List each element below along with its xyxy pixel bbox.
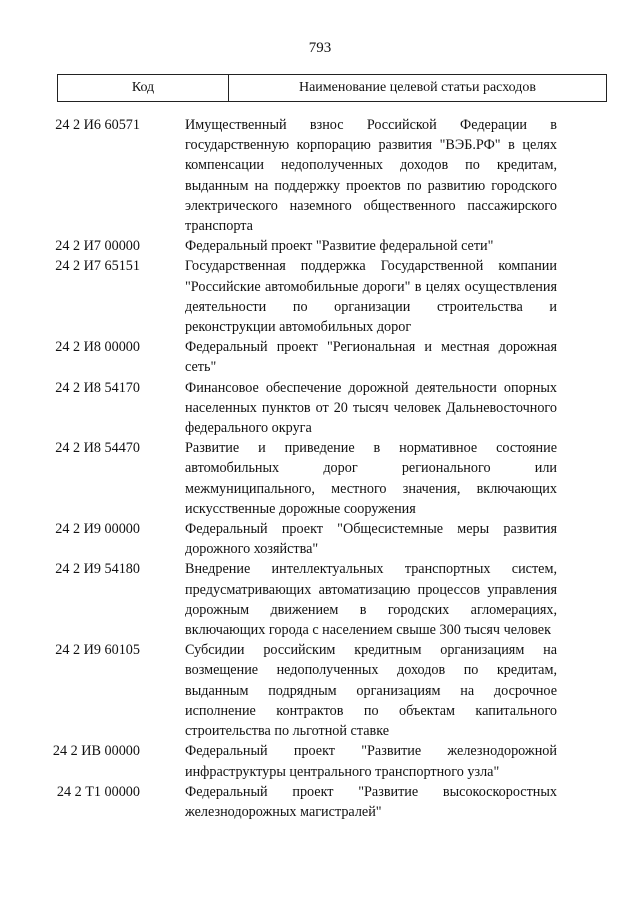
page-number: 793 <box>308 40 332 56</box>
row-text: Развитие и приведение в нормативное состояние автомобильных дорог регионального или межмуниципального, местного значения, включающих искусственные дорожные сооружения <box>185 440 557 517</box>
row-text: Федеральный проект "Региональная и местная дорожная сеть" <box>185 339 557 376</box>
row-code: 24 2 И8 54470 <box>55 440 140 457</box>
table-row <box>0 115 640 236</box>
row-text: Финансовое обеспечение дорожной деятельности опорных населенных пунктов от 20 тысяч человек Дальневосточного федерального округа <box>185 379 557 437</box>
row-code: 24 2 Т1 00000 <box>56 783 140 800</box>
row-code: 24 2 И7 65151 <box>55 258 140 275</box>
table-row <box>0 741 640 781</box>
row-text: Федеральный проект "Развитие железнодорожной инфраструктуры центрального транспортного узла" <box>185 743 557 780</box>
row-code: 24 2 И7 00000 <box>55 238 140 255</box>
row-code: 24 2 ИВ 00000 <box>52 743 140 760</box>
row-text: Федеральный проект "Развитие федеральной сети" <box>185 238 494 255</box>
table-row <box>0 378 640 439</box>
table-row <box>0 640 640 741</box>
row-text: Внедрение интеллектуальных транспортных систем, предусматривающих автоматизацию процессов управления дорожным движением в городских агломерациях, включающих города с населением свыше 300 тысяч человек <box>185 561 557 639</box>
row-code: 24 2 И9 00000 <box>55 521 140 538</box>
row-text: Имущественный взнос Российской Федерации в государственную корпорацию развития "ВЭБ.РФ" в целях компенсации недополученных доходов по кредитам, выданным на поддержку проектов по развитию городского электрического наземного общественного пассажирского транспорта <box>185 117 557 235</box>
header-name: Наименование целевой статьи расходов <box>298 80 537 95</box>
row-code: 24 2 И9 54180 <box>55 561 140 578</box>
row-code: 24 2 И8 54170 <box>55 379 140 396</box>
row-code: 24 2 И8 00000 <box>55 339 140 356</box>
table-row <box>0 782 640 822</box>
row-text: Федеральный проект "Развитие высокоскоростных железнодорожных магистралей" <box>185 783 557 820</box>
table-body <box>0 115 640 822</box>
row-text: Федеральный проект "Общесистемные меры развития дорожного хозяйства" <box>185 521 557 558</box>
table-row <box>0 519 640 559</box>
row-code: 24 2 И9 60105 <box>55 642 140 659</box>
table-row <box>0 337 640 377</box>
row-code: 24 2 И6 60571 <box>55 117 140 133</box>
table-row <box>0 256 640 337</box>
table-row <box>0 236 640 256</box>
table-row <box>0 438 640 519</box>
row-text: Субсидии российским кредитным организациям на возмещение недополученных доходов по кредитам, выданным подрядным организациям на досрочное исполнение контрактов по объектам капитального строительства по льготной ставке <box>185 642 557 740</box>
table-header <box>57 74 607 102</box>
table-row <box>0 559 640 640</box>
row-text: Государственная поддержка Государственной компании "Российские автомобильные дороги" в целях осуществления деятельности по организации строительства и реконструкции автомобильных дорог <box>185 258 557 336</box>
header-code: Код <box>58 75 229 101</box>
